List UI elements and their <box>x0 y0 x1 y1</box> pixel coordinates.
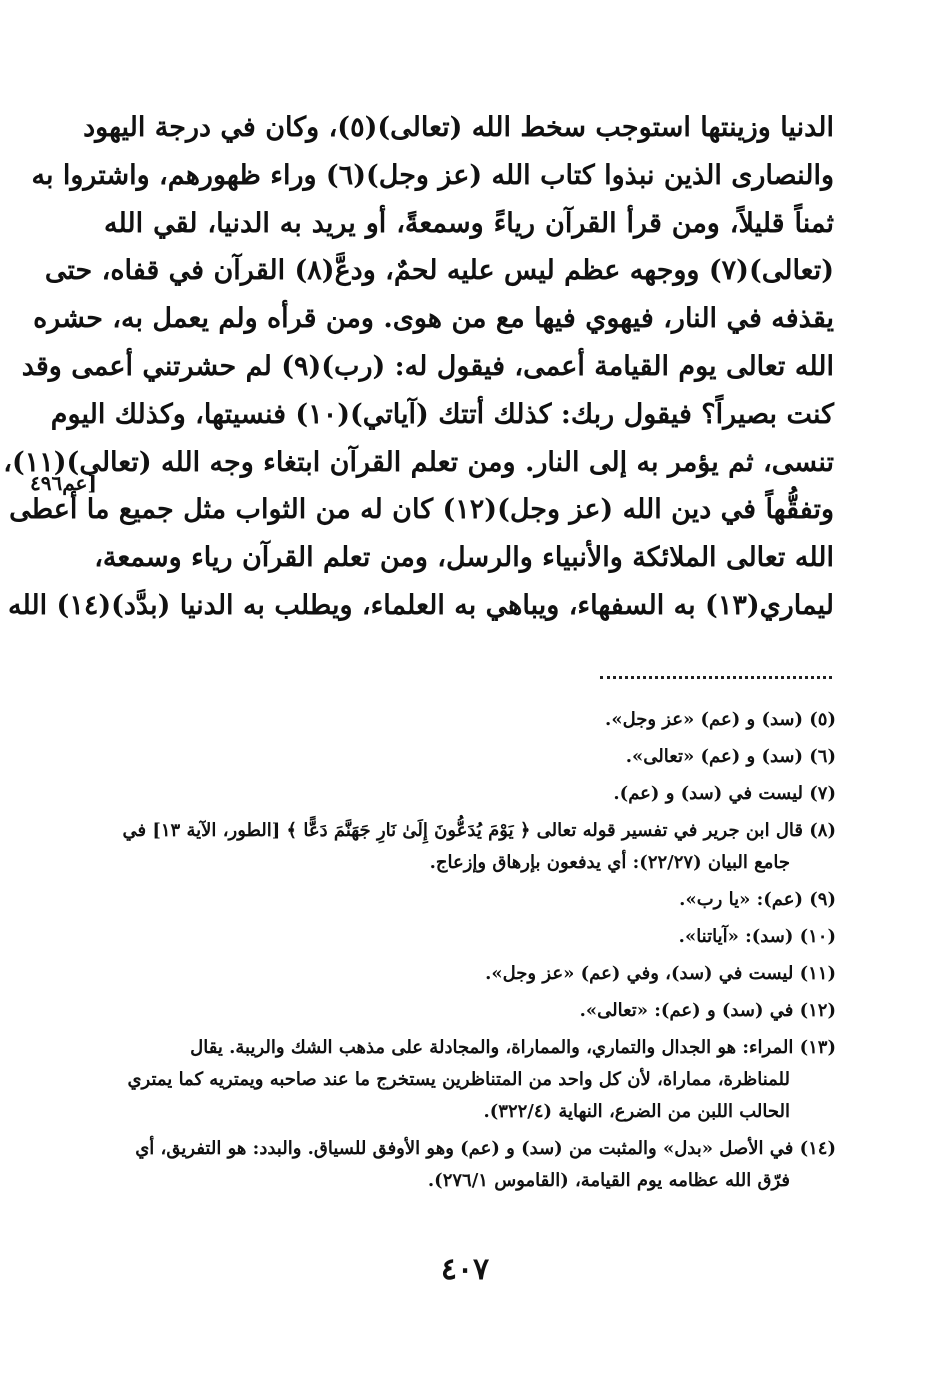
footnote-line: (١١) ليست في (سد)، وفي (عم) «عز وجل». <box>485 963 836 984</box>
page-number: ٤٠٧ <box>440 1252 490 1287</box>
footnote-divider <box>600 676 832 679</box>
footnote-line: (١٤) في الأصل «بدل» والمثبت من (سد) و (عم) وهو الأوفق للسياق. والبدد: هو التفريق، أي <box>135 1138 836 1159</box>
main-text-line: (تعالى)(٧) ووجهه عظم ليس عليه لحمٌ، ودعَّ(٨) القرآن في قفاه، حتى <box>44 255 834 287</box>
main-text-line: الله تعالى الملائكة والأنبياء والرسل، ومن تعلم القرآن رياء وسمعة، <box>94 542 834 574</box>
margin-manuscript-reference: [عم٤٩٦ <box>30 471 97 495</box>
footnotes <box>106 704 836 1202</box>
footnote-line: (٧) ليست في (سد) و (عم). <box>613 783 836 804</box>
footnote-10 <box>106 921 836 953</box>
footnote-line: (١٠) (سد): «آياتنا». <box>678 926 836 947</box>
footnote-line: فرّق الله عظامه يوم القيامة، (القاموس ٢٧٦/١). <box>427 1170 790 1191</box>
footnote-5 <box>106 704 836 736</box>
footnote-8 <box>106 815 836 879</box>
footnote-line: (٨) قال ابن جرير في تفسير قوله تعالى ﴿ يَوْمَ يُدَعُّونَ إِلَىٰ نَارِ جَهَنَّمَ دَعًّا ﴾ [الطور، الآية ١٣] في <box>122 820 836 841</box>
footnote-line: (٩) (عم): «يا رب». <box>679 889 836 910</box>
footnote-12 <box>106 995 836 1027</box>
main-text-line: والنصارى الذين نبذوا كتاب الله (عز وجل)(٦) وراء ظهورهم، واشتروا به <box>31 159 834 191</box>
footnote-9 <box>106 884 836 916</box>
main-text-line: الدنيا وزينتها استوجب سخط الله (تعالى)(٥)، وكان في درجة اليهود <box>83 112 834 143</box>
footnote-line: الحالب اللبن من الضرع، النهاية (٣٢٢/٤). <box>483 1101 790 1122</box>
footnote-line: جامع البيان (٢٢/٢٧): أي يدفعون بإرهاق وإزعاج. <box>429 852 790 873</box>
main-text-line: يقذفه في النار، فيهوي فيها مع من هوى. ومن قرأه ولم يعمل به، حشره <box>33 303 834 335</box>
footnote-line: (١٣) المراء: هو الجدال والتماري، والمماراة، والمجادلة على مذهب الشك والريبة. يقال <box>190 1037 836 1058</box>
footnote-line: (١٢) في (سد) و (عم): «تعالى». <box>579 1000 836 1021</box>
footnote-line: (٥) (سد) و (عم) «عز وجل». <box>605 709 836 730</box>
footnote-13 <box>106 1032 836 1128</box>
footnote-11 <box>106 958 836 990</box>
footnote-6 <box>106 741 836 773</box>
main-text-line: ثمناً قليلاً، ومن قرأ القرآن رياءً وسمعةً، أو يريد به الدنيا، لقي الله <box>104 207 834 239</box>
main-text-line: الله تعالى يوم القيامة أعمى، فيقول له: (رب)(٩) لم حشرتني أعمى وقد <box>21 350 834 382</box>
main-text-line: وتفقُّهاً في دين الله (عز وجل)(١٢) كان له من الثواب مثل جميع ما أعطى <box>9 494 834 526</box>
main-text-line: تنسى، ثم يؤمر به إلى النار. ومن تعلم القرآن ابتغاء وجه الله (تعالى)(١١)، <box>3 446 834 478</box>
footnote-7 <box>106 778 836 810</box>
main-text-line: ليماري(١٣) به السفهاء، ويباهي به العلماء، ويطلب به الدنيا (بدَّد)(١٤) الله <box>7 589 834 621</box>
main-text-line: كنت بصيراً؟ فيقول ربك: كذلك أتتك (آياتي)(١٠) فنسيتها، وكذلك اليوم <box>50 398 834 430</box>
footnote-line: للمناظرة، مماراة، لأن كل واحد من المتناظرين يستخرج ما عند صاحبه ويمتريه كما يمتري <box>127 1069 790 1090</box>
footnote-line: (٦) (سد) و (عم) «تعالى». <box>625 746 836 767</box>
footnote-14 <box>106 1133 836 1197</box>
